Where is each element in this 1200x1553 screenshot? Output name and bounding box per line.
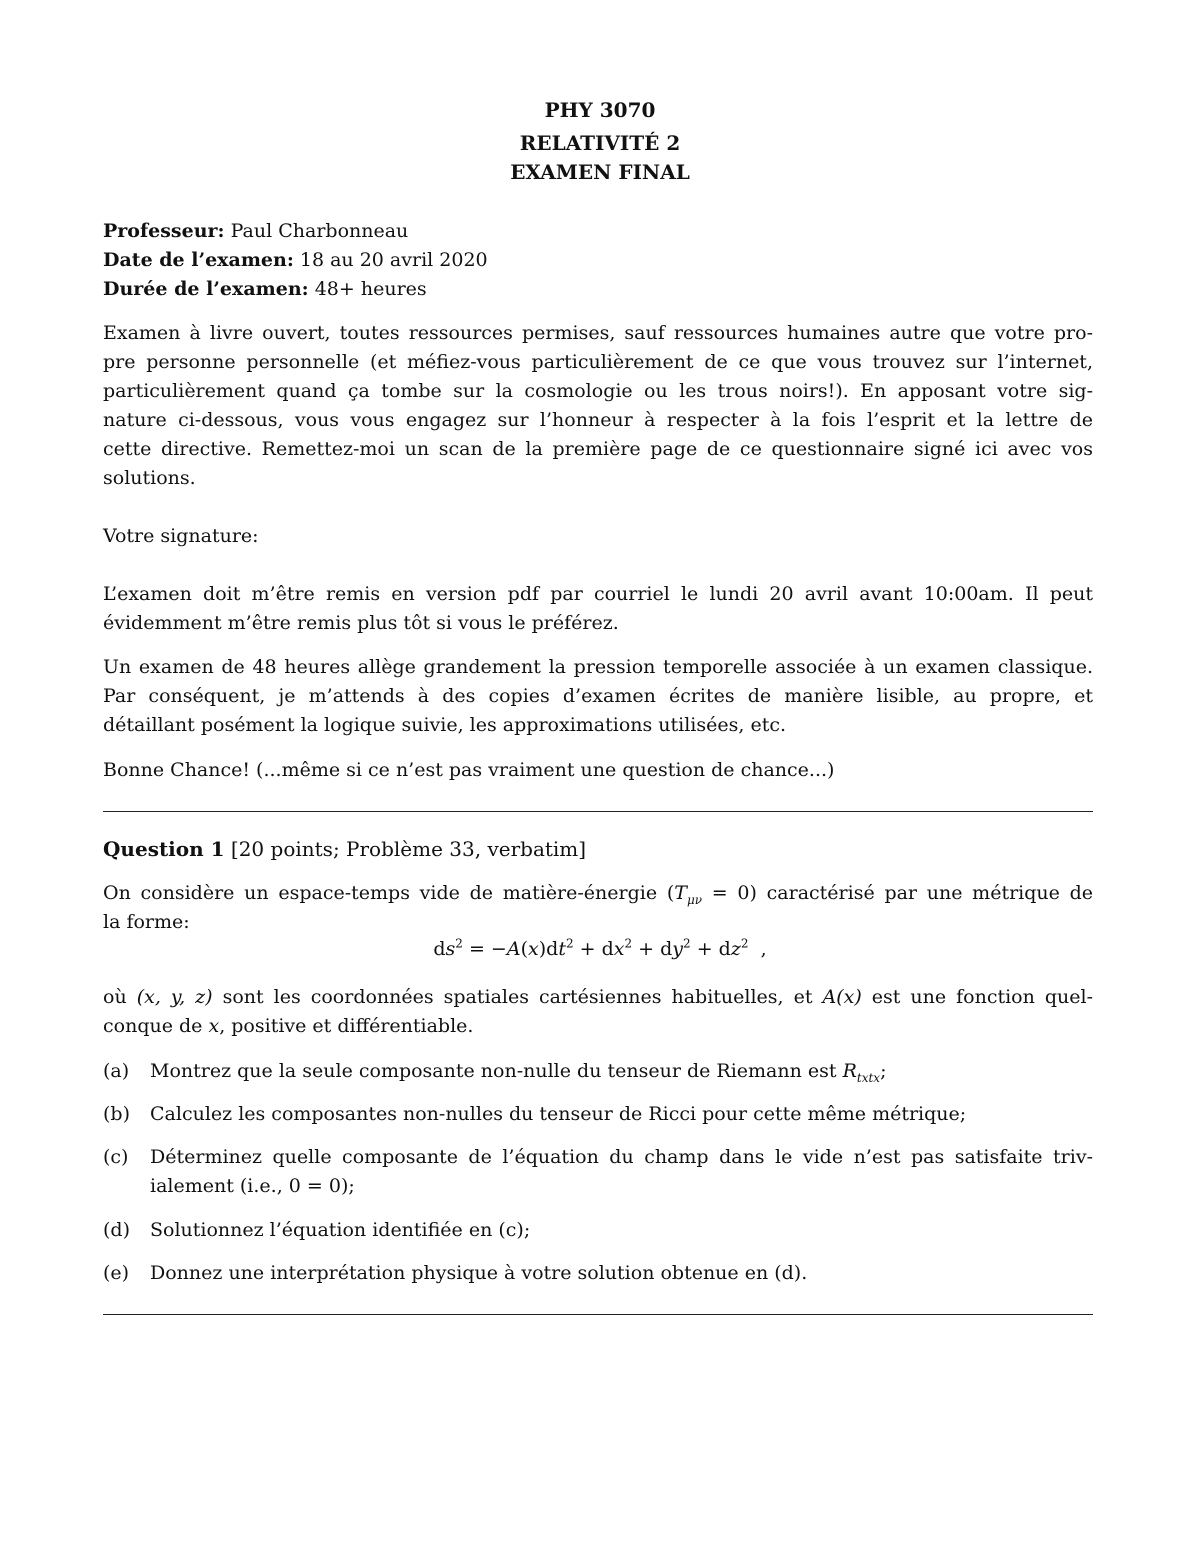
course-subject: RELATIVITÉ 2: [519, 131, 681, 155]
intro-line-4: nature ci-dessous, vous vous engagez sur l’honneur à respecter à la fois l’esprit et la lettre de: [103, 409, 1093, 431]
item-b-text: Calculez les composantes non-nulles du tenseur de Ricci pour cette même métrique;: [150, 1103, 967, 1125]
intro-line-3: particulièrement quand ça tombe sur la cosmologie ou les trous noirs!). En apposant votre sig-: [103, 380, 1093, 402]
item-a-text: Montrez que la seule composante non-nulle du tenseur de Riemann est: [150, 1060, 837, 1082]
submission-line-2: évidemment m’être remis plus tôt si vous le préférez.: [103, 612, 619, 634]
item-b-label: (b): [103, 1103, 130, 1125]
divider-top: [103, 811, 1093, 812]
question-1-intro-b: ) caractérisé par une métrique de: [749, 882, 1094, 904]
question-1-after-a: où: [103, 986, 127, 1008]
intro-line-5: cette directive. Remettez-moi un scan de la première page de ce questionnaire signé ici avec vos: [103, 438, 1093, 460]
item-e-text: Donnez une interprétation physique à votre solution obtenue en (d).: [150, 1262, 808, 1284]
divider-bottom: [103, 1314, 1093, 1315]
date-label: Date de l’examen:: [103, 249, 294, 271]
variable-x-symbol: x: [208, 1015, 220, 1037]
question-1-after-line2-a: conque de: [103, 1015, 203, 1037]
item-c-label: (c): [103, 1146, 129, 1168]
question-1-after-line-1: [103, 983, 1093, 1012]
question-1-title: Question 1: [103, 837, 225, 861]
intro-line-1: Examen à livre ouvert, toutes ressources permises, sauf ressources humaines autre que votre pro-: [103, 322, 1093, 344]
question-1-after-b: sont les coordonnées spatiales cartésiennes habituelles, et: [222, 986, 813, 1008]
duration-label: Durée de l’examen:: [103, 278, 309, 300]
pressure-line-3: détaillant posément la logique suivie, les approximations utilisées, etc.: [103, 714, 787, 736]
item-e-label: (e): [103, 1262, 130, 1284]
question-1-after-line2-b: , positive et différentiable.: [219, 1015, 474, 1037]
item-a-label: (a): [103, 1060, 130, 1082]
item-d-text: Solutionnez l’équation identifiée en (c);: [150, 1219, 531, 1241]
professor-line: [103, 217, 1093, 246]
course-code: PHY 3070: [544, 98, 656, 122]
item-a-text-line: Montrez que la seule composante non-nulle du tenseur de Riemann est $R_{txtx}$;: [150, 1060, 887, 1085]
stress-energy-zero: 0: [737, 882, 750, 904]
riemann-component-symbol: $R_{txtx}$: [842, 1060, 881, 1085]
duration-value: 48+ heures: [314, 278, 427, 300]
intro-line-2: pre personne personnelle (et méfiez-vous particulièrement de ce que vous trouvez sur l’internet,: [103, 351, 1093, 373]
question-1-after-c: est une fonction quel-: [871, 986, 1094, 1008]
item-c-text: Déterminez quelle composante de l’équation du champ dans le vide n’est pas satisfaite triv-: [150, 1146, 1093, 1168]
item-d-label: (d): [103, 1219, 130, 1241]
question-1-after-line-2: [103, 1012, 1093, 1041]
question-1-intro-a: On considère un espace-temps vide de matière-énergie (: [103, 882, 675, 904]
date-value: 18 au 20 avril 2020: [299, 249, 488, 271]
coordinates-symbol: (x, y, z): [136, 986, 213, 1008]
exam-title: EXAMEN FINAL: [510, 160, 690, 184]
metric-equation: $ds^2 = -A(x)dt^2 + dx^2 + dy^2 + dz^2$ ,: [433, 936, 767, 960]
date-line: [103, 246, 1093, 275]
question-1-intro-line-1: [103, 879, 1093, 908]
duration-line: [103, 275, 1093, 304]
pressure-line-1: Un examen de 48 heures allège grandement la pression temporelle associée à un examen classique.: [103, 656, 1093, 678]
intro-line-6: solutions.: [103, 467, 196, 489]
professor-label: Professeur:: [103, 220, 225, 242]
function-symbol: A(x): [822, 986, 862, 1008]
signature-label: Votre signature:: [103, 525, 259, 547]
question-1-meta: [20 points; Problème 33, verbatim]: [230, 837, 587, 861]
item-c-text-line-2: ialement (i.e., 0 = 0);: [150, 1175, 355, 1197]
professor-value: Paul Charbonneau: [230, 220, 409, 242]
question-1-intro-line-2: la forme:: [103, 911, 190, 933]
stress-energy-symbol: $T_{\mu\nu}$ =: [674, 882, 738, 907]
pressure-line-2: Par conséquent, je m’attends à des copies d’examen écrites de manière lisible, au propre, et: [103, 685, 1093, 707]
submission-line-1: L’examen doit m’être remis en version pdf par courriel le lundi 20 avril avant 10:00am. Il peut: [103, 583, 1093, 605]
closing-line: Bonne Chance! (...même si ce n’est pas vraiment une question de chance...): [103, 759, 835, 781]
question-1-header: [103, 835, 1093, 864]
